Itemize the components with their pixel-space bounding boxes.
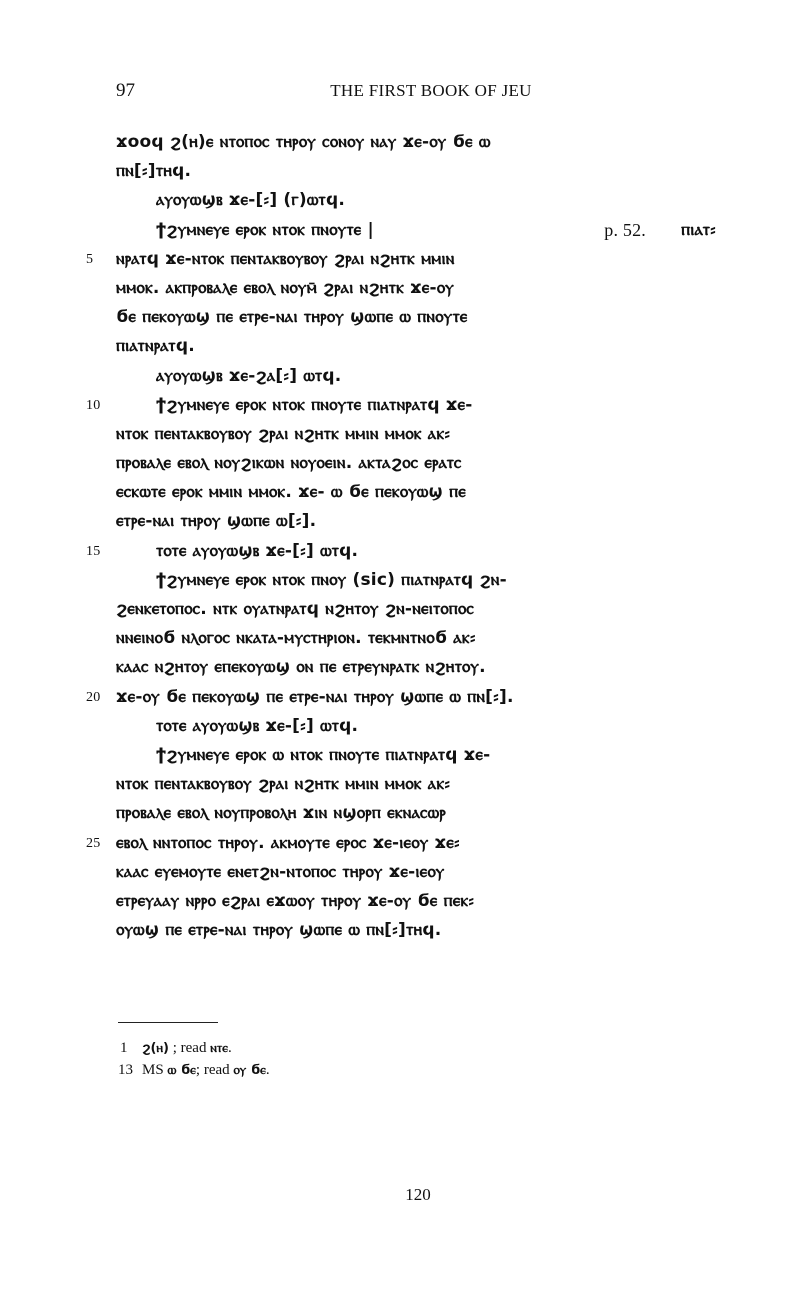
text-line bbox=[86, 245, 716, 274]
line-number: 20 bbox=[86, 689, 101, 705]
footnote-text: ; read bbox=[195, 1062, 234, 1078]
text-line bbox=[116, 186, 716, 215]
line-number: 15 bbox=[86, 543, 101, 559]
text-line bbox=[86, 683, 716, 712]
line-text: ⲕⲁⲁⲥ ⲛϩⲏⲧⲟⲩ ⲉⲡⲉⲕⲟⲩⲱϣ ⲟⲛ ⲡⲉ ⲉⲧⲣⲉⲩⲛⲣⲁⲧⲕ ⲛϩⲏⲧⲟⲩ. bbox=[116, 657, 486, 678]
text-line bbox=[116, 303, 716, 332]
line-text: ⲛⲣⲁⲧϥ ϫⲉ-ⲛⲧⲟⲕ ⲡⲉⲛⲧⲁⲕⲃⲟⲩⲃⲟⲩ ϩⲣⲁⲓ ⲛϩⲏⲧⲕ ⲙⲙⲓⲛ bbox=[116, 248, 455, 269]
text-line bbox=[86, 537, 716, 566]
line-number: 5 bbox=[86, 251, 94, 267]
line-text: ⲉⲃⲟⲗ ⲛⲛⲧⲟⲡⲟⲥ ⲧⲏⲣⲟⲩ. ⲁⲕⲙⲟⲩⲧⲉ ⲉⲣⲟⲥ ϫⲉ-ⲓⲉⲟⲩ ϫⲉ⸗ bbox=[116, 832, 460, 853]
text-line bbox=[116, 916, 716, 945]
line-text: ϭⲉ ⲡⲉⲕⲟⲩⲱϣ ⲡⲉ ⲉⲧⲣⲉ-ⲛⲁⲓ ⲧⲏⲣⲟⲩ ϣⲱⲡⲉ ⲱ ⲡⲛⲟⲩⲧⲉ bbox=[116, 307, 468, 328]
line-text: ⲛⲧⲟⲕ ⲡⲉⲛⲧⲁⲕⲃⲟⲩⲃⲟⲩ ϩⲣⲁⲓ ⲛϩⲏⲧⲕ ⲙⲙⲓⲛ ⲙⲙⲟⲕ ⲁⲕ⸗ bbox=[116, 774, 451, 795]
line-number: 25 bbox=[86, 835, 101, 851]
text-line bbox=[116, 157, 716, 186]
footnote-coptic: ⲱ ϭⲉ bbox=[167, 1063, 196, 1078]
line-text: ϫοοϥ ϩ(ⲏ)ⲉ ⲛⲧⲟⲡⲟⲥ ⲧⲏⲣⲟⲩ ⲥⲟⲛⲟⲩ ⲛⲁⲩ ϫⲉ-ⲟⲩ ϭⲉ ⲱ bbox=[116, 132, 491, 152]
footnote-number: 1 bbox=[120, 1040, 128, 1056]
line-text: ⲡⲛ[⸗]ⲧⲏϥ. bbox=[116, 161, 192, 182]
line-text: ⲧⲟⲧⲉ ⲁⲩⲟⲩⲱϣⲃ ϫⲉ-[⸗] ⲱⲧϥ. bbox=[156, 540, 359, 561]
line-text: ϩⲉⲛⲕⲉⲧⲟⲡⲟⲥ. ⲛⲧⲕ ⲟⲩⲁⲧⲛⲣⲁⲧϥ ⲛϩⲏⲧⲟⲩ ϩⲛ-ⲛⲉⲓⲧⲟⲡⲟⲥ bbox=[116, 599, 475, 619]
line-text: ϯϩⲩⲙⲛⲉⲩⲉ ⲉⲣⲟⲕ ⲛⲧⲟⲕ ⲡⲛⲟⲩ (sic) ⲡⲓⲁⲧⲛⲣⲁⲧϥ ϩⲛ- bbox=[156, 569, 507, 590]
text-line bbox=[116, 332, 716, 361]
text-line bbox=[116, 595, 716, 624]
text-line bbox=[116, 362, 716, 391]
line-text: ϯϩⲩⲙⲛⲉⲩⲉ ⲉⲣⲟⲕ ⲛⲧⲟⲕ ⲡⲛⲟⲩⲧⲉ | bbox=[156, 219, 374, 240]
footnote bbox=[118, 1037, 618, 1059]
footnote-divider bbox=[118, 1022, 218, 1023]
folio-number: 97 bbox=[116, 80, 135, 101]
manuscript-page-reference: p. 52. bbox=[604, 219, 646, 240]
text-line bbox=[116, 887, 716, 916]
line-text: ⲁⲩⲟⲩⲱϣⲃ ϫⲉ-ϩⲁ[⸗] ⲱⲧϥ. bbox=[156, 365, 342, 386]
footnotes bbox=[118, 1037, 618, 1081]
line-text: ϫⲉ-ⲟⲩ ϭⲉ ⲡⲉⲕⲟⲩⲱϣ ⲡⲉ ⲉⲧⲣⲉ-ⲛⲁⲓ ⲧⲏⲣⲟⲩ ϣⲱⲡⲉ ⲱ ⲡⲛ[⸗]. bbox=[116, 686, 514, 707]
line-text: ⲧⲟⲧⲉ ⲁⲩⲟⲩⲱϣⲃ ϫⲉ-[⸗] ⲱⲧϥ. bbox=[156, 715, 359, 736]
line-number: 10 bbox=[86, 397, 101, 413]
footnote-coptic: ϩ(ⲏ) bbox=[142, 1041, 169, 1056]
text-line bbox=[116, 624, 716, 653]
line-text: ⲉⲧⲣⲉ-ⲛⲁⲓ ⲧⲏⲣⲟⲩ ϣⲱⲡⲉ ⲱ[⸗]. bbox=[116, 511, 317, 532]
text-line bbox=[116, 770, 716, 799]
text-line bbox=[116, 799, 716, 828]
footnote-text: MS bbox=[142, 1062, 168, 1078]
line-text: ⲙⲙⲟⲕ. ⲁⲕⲡⲣⲟⲃⲁⲗⲉ ⲉⲃⲟⲗ ⲛⲟⲩⲙ̄ ϩⲣⲁⲓ ⲛϩⲏⲧⲕ ϫⲉ-ⲟⲩ bbox=[116, 277, 455, 298]
line-text: ⲕⲁⲁⲥ ⲉⲩⲉⲙⲟⲩⲧⲉ ⲉⲛⲉⲧϩⲛ-ⲛⲧⲟⲡⲟⲥ ⲧⲏⲣⲟⲩ ϫⲉ-ⲓⲉⲟⲩ bbox=[116, 861, 445, 882]
footnote-coptic-reading: ⲟⲩ ϭⲉ bbox=[233, 1063, 266, 1078]
footnote-number: 13 bbox=[118, 1062, 133, 1078]
line-text: ϯϩⲩⲙⲛⲉⲩⲉ ⲉⲣⲟⲕ ⲱ ⲛⲧⲟⲕ ⲡⲛⲟⲩⲧⲉ ⲡⲓⲁⲧⲛⲣⲁⲧϥ ϫⲉ- bbox=[156, 744, 491, 765]
text-line bbox=[116, 128, 716, 157]
text-line bbox=[116, 653, 716, 682]
text-line bbox=[116, 507, 716, 536]
running-head bbox=[116, 80, 716, 108]
line-tail-text: ⲡⲓⲁⲧ⸗ bbox=[681, 219, 716, 240]
text-line bbox=[116, 741, 716, 770]
footnote-text: . bbox=[228, 1040, 232, 1056]
page-number: 120 bbox=[405, 1185, 431, 1204]
text-line bbox=[116, 858, 716, 887]
footnote-coptic-reading: ⲛⲧⲉ bbox=[210, 1041, 228, 1056]
footnote bbox=[118, 1059, 618, 1081]
line-text: ϯϩⲩⲙⲛⲉⲩⲉ ⲉⲣⲟⲕ ⲛⲧⲟⲕ ⲡⲛⲟⲩⲧⲉ ⲡⲓⲁⲧⲛⲣⲁⲧϥ ϫⲉ- bbox=[156, 394, 473, 415]
text-line bbox=[116, 274, 716, 303]
text-line bbox=[86, 391, 716, 420]
text-line bbox=[116, 216, 716, 245]
line-text: ⲁⲩⲟⲩⲱϣⲃ ϫⲉ-[⸗] (ⲅ)ⲱⲧϥ. bbox=[156, 190, 345, 211]
book-title: THE FIRST BOOK OF JEU bbox=[330, 81, 532, 100]
line-text: ⲡⲣⲟⲃⲁⲗⲉ ⲉⲃⲟⲗ ⲛⲟⲩⲡⲣⲟⲃⲟⲗⲏ ϫⲓⲛ ⲛϣⲟⲣⲡ ⲉⲕⲛⲁⲥⲱⲣ bbox=[116, 803, 446, 824]
line-text: ⲡⲓⲁⲧⲛⲣⲁⲧϥ. bbox=[116, 336, 195, 357]
line-text: ⲡⲣⲟⲃⲁⲗⲉ ⲉⲃⲟⲗ ⲛⲟⲩϩⲓⲕⲱⲛ ⲛⲟⲩⲟⲉⲓⲛ. ⲁⲕⲧⲁϩⲟⲥ ⲉⲣⲁⲧⲥ bbox=[116, 453, 462, 474]
text-line bbox=[116, 478, 716, 507]
text-line bbox=[116, 449, 716, 478]
line-text: ⲉⲥⲕⲱⲧⲉ ⲉⲣⲟⲕ ⲙⲙⲓⲛ ⲙⲙⲟⲕ. ϫⲉ- ⲱ ϭⲉ ⲡⲉⲕⲟⲩⲱϣ ⲡⲉ bbox=[116, 482, 466, 503]
text-line bbox=[116, 420, 716, 449]
line-text: ⲉⲧⲣⲉⲩⲁⲁⲩ ⲛⲣⲣⲟ ⲉϩⲣⲁⲓ ⲉϫⲱⲟⲩ ⲧⲏⲣⲟⲩ ϫⲉ-ⲟⲩ ϭⲉ ⲡⲉⲕ⸗ bbox=[116, 890, 475, 911]
text-line bbox=[116, 712, 716, 741]
line-text: ⲛⲧⲟⲕ ⲡⲉⲛⲧⲁⲕⲃⲟⲩⲃⲟⲩ ϩⲣⲁⲓ ⲛϩⲏⲧⲕ ⲙⲙⲓⲛ ⲙⲙⲟⲕ ⲁⲕ⸗ bbox=[116, 423, 451, 444]
line-text: ⲛⲛⲉⲓⲛⲟϭ ⲛⲗⲟⲅⲟⲥ ⲛⲕⲁⲧⲁ-ⲙⲩⲥⲧⲏⲣⲓⲟⲛ. ⲧⲉⲕⲙⲛⲧⲛⲟϭ ⲁⲕ⸗ bbox=[116, 628, 476, 649]
footnote-text: . bbox=[265, 1062, 270, 1078]
line-text: ⲟⲩⲱϣ ⲡⲉ ⲉⲧⲣⲉ-ⲛⲁⲓ ⲧⲏⲣⲟⲩ ϣⲱⲡⲉ ⲱ ⲡⲛ[⸗]ⲧⲏϥ. bbox=[116, 920, 442, 941]
text-line bbox=[116, 566, 716, 595]
coptic-text-block bbox=[86, 128, 716, 945]
text-line bbox=[86, 829, 716, 858]
footnote-text: ; read bbox=[168, 1040, 211, 1056]
